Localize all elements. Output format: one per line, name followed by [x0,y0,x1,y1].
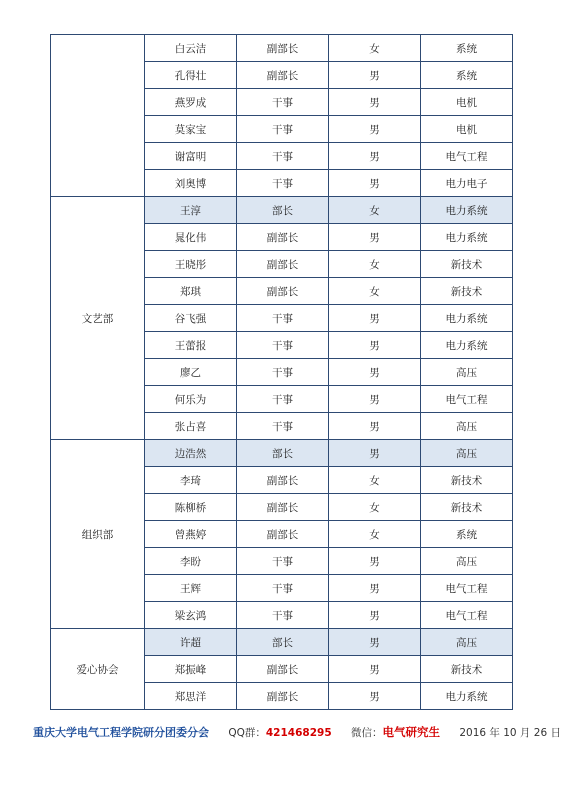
member-name: 李琦 [145,467,237,494]
table-row [51,440,513,467]
table-row [51,629,513,656]
member-major: 高压 [421,413,513,440]
member-major: 系统 [421,35,513,62]
member-gender: 女 [329,521,421,548]
member-title: 干事 [237,143,329,170]
member-major: 高压 [421,440,513,467]
member-name: 郑思洋 [145,683,237,710]
roster-body [51,35,513,710]
member-name: 曾燕婷 [145,521,237,548]
member-gender: 女 [329,494,421,521]
page-footer [33,724,561,740]
member-gender: 男 [329,305,421,332]
member-title: 干事 [237,305,329,332]
member-major: 电机 [421,116,513,143]
member-major: 电气工程 [421,575,513,602]
member-major: 电力系统 [421,332,513,359]
member-title: 副部长 [237,683,329,710]
member-name: 王蕾报 [145,332,237,359]
member-name: 燕罗成 [145,89,237,116]
member-major: 高压 [421,629,513,656]
member-name: 陈柳桥 [145,494,237,521]
table-row [51,197,513,224]
member-gender: 男 [329,62,421,89]
member-major: 高压 [421,548,513,575]
member-gender: 男 [329,359,421,386]
footer-qq-label: QQ群： [228,727,266,739]
member-gender: 男 [329,575,421,602]
member-gender: 男 [329,170,421,197]
member-gender: 女 [329,35,421,62]
member-gender: 男 [329,332,421,359]
member-title: 干事 [237,116,329,143]
member-major: 电机 [421,89,513,116]
department-name: 文艺部 [51,197,145,440]
member-title: 干事 [237,89,329,116]
member-title: 干事 [237,548,329,575]
member-gender: 男 [329,548,421,575]
member-gender: 女 [329,197,421,224]
footer-date: 2016 年 10 月 26 日 [459,727,561,739]
member-name: 谷飞强 [145,305,237,332]
member-gender: 女 [329,467,421,494]
member-major: 电力系统 [421,683,513,710]
member-title: 副部长 [237,251,329,278]
member-title: 副部长 [237,467,329,494]
member-name: 李盼 [145,548,237,575]
member-major: 电力系统 [421,197,513,224]
member-gender: 男 [329,143,421,170]
member-name: 郑振峰 [145,656,237,683]
member-gender: 男 [329,683,421,710]
member-title: 副部长 [237,521,329,548]
member-name: 王淳 [145,197,237,224]
member-gender: 女 [329,278,421,305]
member-gender: 男 [329,629,421,656]
member-major: 高压 [421,359,513,386]
member-major: 系统 [421,521,513,548]
member-title: 干事 [237,359,329,386]
member-title: 副部长 [237,278,329,305]
member-major: 电力系统 [421,305,513,332]
table-row [51,35,513,62]
member-title: 部长 [237,629,329,656]
member-name: 晁化伟 [145,224,237,251]
member-gender: 男 [329,116,421,143]
member-major: 电力电子 [421,170,513,197]
member-gender: 男 [329,440,421,467]
member-major: 新技术 [421,251,513,278]
member-gender: 男 [329,413,421,440]
member-gender: 女 [329,251,421,278]
member-name: 刘奥博 [145,170,237,197]
member-name: 王晓彤 [145,251,237,278]
member-major: 新技术 [421,656,513,683]
footer-org: 重庆大学电气工程学院研分团委分会 [33,726,209,739]
member-major: 电气工程 [421,602,513,629]
member-name: 何乐为 [145,386,237,413]
member-name: 许超 [145,629,237,656]
member-name: 梁玄鸿 [145,602,237,629]
member-major: 新技术 [421,467,513,494]
member-name: 边浩然 [145,440,237,467]
member-title: 副部长 [237,35,329,62]
member-major: 新技术 [421,494,513,521]
roster-table [50,34,513,710]
member-gender: 男 [329,656,421,683]
member-name: 王辉 [145,575,237,602]
member-name: 郑琪 [145,278,237,305]
member-name: 谢富明 [145,143,237,170]
footer-wechat-name: 电气研究生 [382,725,440,739]
member-title: 干事 [237,575,329,602]
department-name [51,35,145,197]
member-name: 莫家宝 [145,116,237,143]
member-name: 廖乙 [145,359,237,386]
member-title: 部长 [237,440,329,467]
member-title: 副部长 [237,656,329,683]
department-name: 爱心协会 [51,629,145,710]
member-gender: 男 [329,386,421,413]
footer-wechat-label: 微信： [350,727,383,739]
member-title: 干事 [237,170,329,197]
member-title: 干事 [237,386,329,413]
member-title: 部长 [237,197,329,224]
member-title: 干事 [237,413,329,440]
member-major: 电气工程 [421,386,513,413]
member-title: 副部长 [237,494,329,521]
member-title: 干事 [237,332,329,359]
member-name: 张占喜 [145,413,237,440]
member-title: 副部长 [237,62,329,89]
member-title: 干事 [237,602,329,629]
member-major: 电力系统 [421,224,513,251]
department-name: 组织部 [51,440,145,629]
member-title: 副部长 [237,224,329,251]
member-major: 电气工程 [421,143,513,170]
member-name: 孔得壮 [145,62,237,89]
member-gender: 男 [329,89,421,116]
footer-qq-number: 421468295 [265,727,332,739]
member-gender: 男 [329,224,421,251]
member-gender: 男 [329,602,421,629]
member-major: 系统 [421,62,513,89]
member-major: 新技术 [421,278,513,305]
member-name: 白云洁 [145,35,237,62]
